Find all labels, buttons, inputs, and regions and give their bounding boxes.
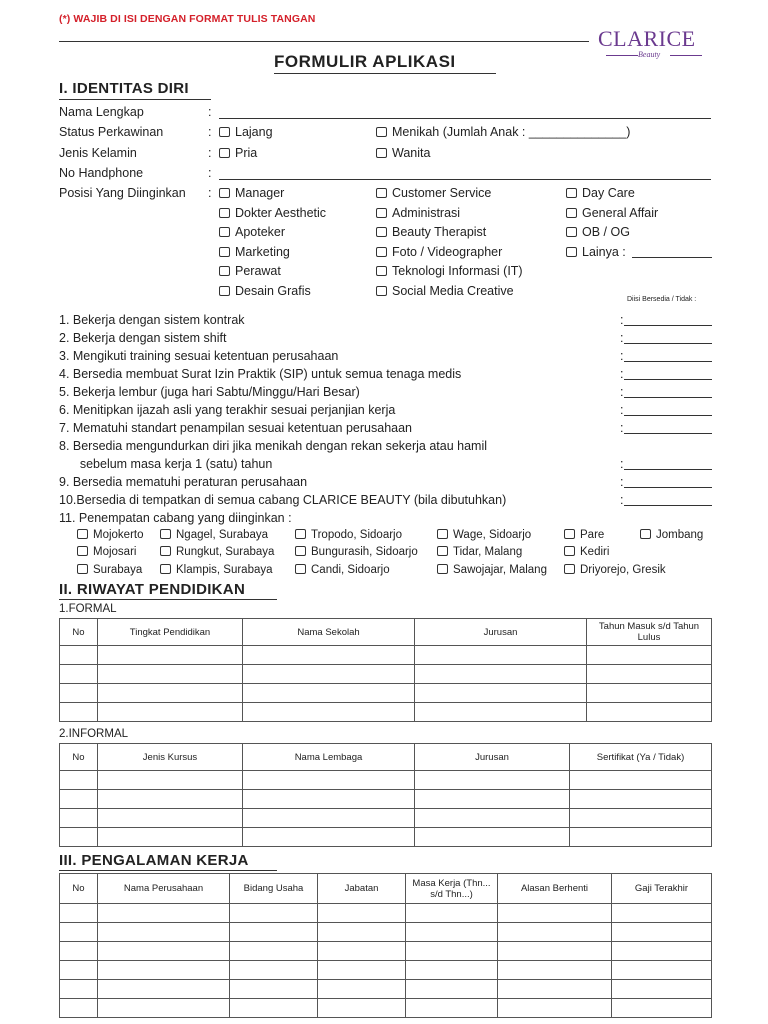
handphone-field[interactable] [219,179,711,180]
checkbox-cabang[interactable]: Driyorejo, Gresik [564,564,666,576]
checkbox-cabang[interactable]: Ngagel, Surabaya [160,529,268,541]
column-header: Jabatan [318,874,406,904]
section-pengalaman-heading: III. PENGALAMAN KERJA [59,852,249,869]
answer-field[interactable] [624,397,712,398]
statement-item: 5. Bekerja lembur (juga hari Sabtu/Minggu/Hari Besar) [59,385,360,399]
clarice-logo [598,28,713,64]
column-header: Jenis Kursus [98,744,243,771]
table-row[interactable] [60,942,712,961]
column-header: Tahun Masuk s/d Tahun Lulus [587,619,712,646]
answer-field[interactable] [624,415,712,416]
checkbox-posisi[interactable]: General Affair [566,206,658,220]
column-header: Jurusan [415,744,570,771]
mandatory-note: (*) WAJIB DI ISI DENGAN FORMAT TULIS TANGAN [59,13,316,25]
checkbox-cabang[interactable]: Mojokerto [77,529,144,541]
checkbox-posisi[interactable]: OB / OG [566,225,630,239]
label-status: Status Perkawinan [59,125,164,139]
checkbox-wanita[interactable]: Wanita [376,146,430,160]
column-header: Nama Lembaga [243,744,415,771]
answer-field[interactable] [624,469,712,470]
checkbox-posisi[interactable]: Administrasi [376,206,460,220]
checkbox-cabang[interactable]: Rungkut, Surabaya [160,546,274,558]
label-posisi: Posisi Yang Diinginkan [59,186,186,200]
checkbox-posisi-lainya[interactable]: Lainya : [566,245,626,259]
checkbox-icon [376,148,387,158]
checkbox-posisi[interactable]: Social Media Creative [376,284,514,298]
checkbox-icon [219,127,230,137]
statement-item: 10.Bersedia di tempatkan di semua cabang CLARICE BEAUTY (bila dibutuhkan) [59,493,507,507]
checkbox-posisi[interactable]: Dokter Aesthetic [219,206,326,220]
answer-note: Diisi Bersedia / Tidak : [627,296,697,303]
checkbox-icon [376,127,387,137]
table-row[interactable] [60,703,712,722]
checkbox-cabang[interactable]: Kediri [564,546,609,558]
checkbox-posisi[interactable]: Day Care [566,186,635,200]
checkbox-posisi[interactable]: Beauty Therapist [376,225,486,239]
checkbox-cabang[interactable]: Jombang [640,529,703,541]
answer-field[interactable] [624,361,712,362]
checkbox-cabang[interactable]: Mojosari [77,546,136,558]
formal-label: 1.FORMAL [59,603,117,615]
page-title: FORMULIR APLIKASI [274,52,456,71]
title-underline [274,73,496,74]
checkbox-cabang[interactable]: Pare [564,529,604,541]
column-header: Sertifikat (Ya / Tidak) [570,744,712,771]
nama-field[interactable] [219,118,711,119]
checkbox-posisi[interactable]: Perawat [219,264,281,278]
table-formal [59,618,712,722]
checkbox-posisi[interactable]: Teknologi Informasi (IT) [376,264,523,278]
answer-field[interactable] [624,325,712,326]
answer-field[interactable] [624,379,712,380]
table-row[interactable] [60,828,712,847]
checkbox-posisi[interactable]: Desain Grafis [219,284,311,298]
checkbox-cabang[interactable]: Wage, Sidoarjo [437,529,531,541]
statement-item: 7. Mematuhi standart penampilan sesuai ketentuan perusahaan [59,421,413,435]
answer-field[interactable] [624,343,712,344]
column-header: Jurusan [415,619,587,646]
checkbox-cabang[interactable]: Tropodo, Sidoarjo [295,529,402,541]
table-row[interactable] [60,809,712,828]
checkbox-cabang[interactable]: Klampis, Surabaya [160,564,273,576]
checkbox-posisi[interactable]: Foto / Videographer [376,245,502,259]
label-handphone: No Handphone [59,166,144,180]
statement-item: 9. Bersedia mematuhi peraturan perusahaan [59,475,308,489]
column-header: Masa Kerja (Thn... s/d Thn...) [406,874,498,904]
column-header: No [60,874,98,904]
column-header: Tingkat Pendidikan [98,619,243,646]
logo-main-text: CLARICE [598,26,696,51]
section-pendidikan-heading: II. RIWAYAT PENDIDIKAN [59,581,246,598]
answer-field[interactable] [624,433,712,434]
statement-item: 1. Bekerja dengan sistem kontrak [59,313,245,327]
checkbox-posisi[interactable]: Customer Service [376,186,491,200]
column-header: Nama Perusahaan [98,874,230,904]
table-header-row [60,744,712,771]
table-row[interactable] [60,980,712,999]
statement-item: 3. Mengikuti training sesuai ketentuan perusahaan [59,349,339,363]
statement-item: 8. Bersedia mengundurkan diri jika menikah dengan rekan sekerja atau hamil [59,439,488,453]
checkbox-pria[interactable]: Pria [219,146,257,160]
label-nama: Nama Lengkap [59,105,144,119]
lainya-field[interactable] [632,257,712,258]
table-row[interactable] [60,923,712,942]
column-header: Bidang Usaha [230,874,318,904]
table-row[interactable] [60,684,712,703]
table-header-row [60,619,712,646]
header-divider [59,41,589,42]
table-row[interactable] [60,771,712,790]
column-header: Gaji Terakhir [612,874,712,904]
checkbox-cabang[interactable]: Bungurasih, Sidoarjo [295,546,418,558]
table-row[interactable] [60,665,712,684]
checkbox-menikah[interactable]: Menikah (Jumlah Anak : ______________) [376,125,630,139]
column-header: No [60,744,98,771]
section-identitas-heading: I. IDENTITAS DIRI [59,80,189,97]
table-pengalaman [59,873,712,1018]
checkbox-posisi[interactable]: Marketing [219,245,290,259]
table-row[interactable] [60,646,712,665]
informal-label: 2.INFORMAL [59,728,129,740]
logo-sub-text: Beauty [638,50,661,59]
checkbox-posisi[interactable]: Apoteker [219,225,285,239]
label-jenis-kelamin: Jenis Kelamin [59,146,137,160]
checkbox-posisi[interactable]: Manager [219,186,284,200]
checkbox-lajang[interactable]: Lajang [219,125,273,139]
table-row[interactable] [60,999,712,1018]
checkbox-cabang[interactable]: Tidar, Malang [437,546,522,558]
statement-item: sebelum masa kerja 1 (satu) tahun [59,457,273,471]
statement-item: 2. Bekerja dengan sistem shift [59,331,227,345]
table-row[interactable] [60,790,712,809]
column-header: No [60,619,98,646]
table-header-row [60,874,712,904]
checkbox-cabang[interactable]: Surabaya [77,564,142,576]
table-informal [59,743,712,847]
table-row[interactable] [60,961,712,980]
statement-item: 6. Menitipkan ijazah asli yang terakhir sesuai perjanjian kerja [59,403,396,417]
answer-field[interactable] [624,487,712,488]
column-header: Nama Sekolah [243,619,415,646]
table-row[interactable] [60,904,712,923]
checkbox-cabang[interactable]: Sawojajar, Malang [437,564,547,576]
checkbox-icon [219,148,230,158]
statement-item: 4. Bersedia membuat Surat Izin Praktik (SIP) untuk semua tenaga medis [59,367,462,381]
column-header: Alasan Berhenti [498,874,612,904]
checkbox-cabang[interactable]: Candi, Sidoarjo [295,564,390,576]
answer-field[interactable] [624,505,712,506]
statement-item: 11. Penempatan cabang yang diinginkan : [59,511,292,525]
